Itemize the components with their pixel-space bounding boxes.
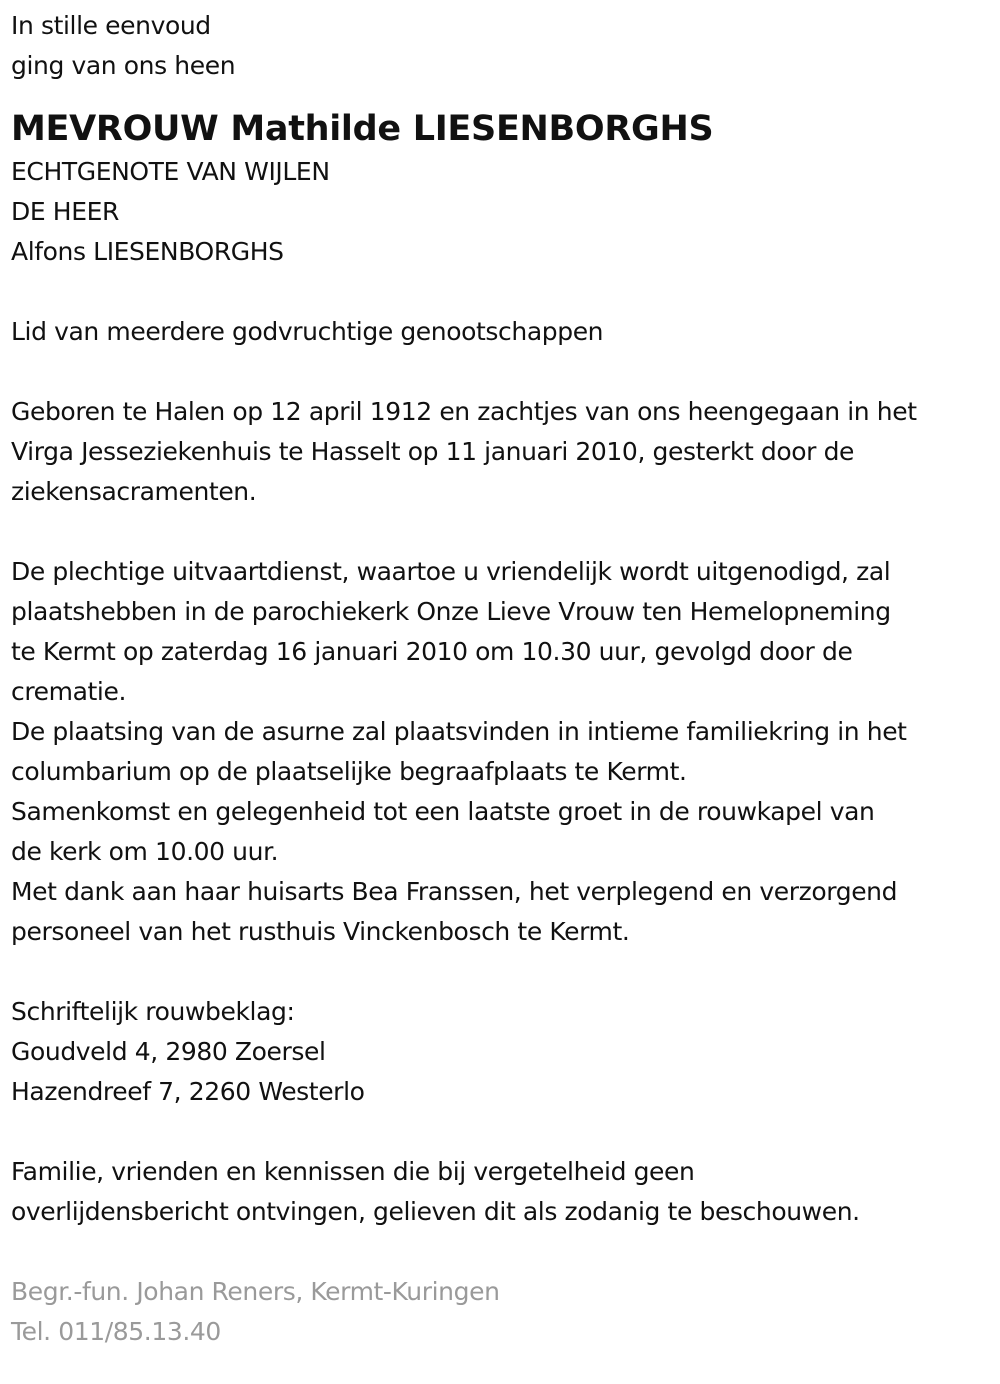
paragraph-line: Samenkomst en gelegenheid tot een laatste groet in de rouwkapel van [11,797,875,826]
paragraph-line: te Kermt op zaterdag 16 januari 2010 om 10.30 uur, gevolgd door de [11,637,853,666]
paragraph-line: personeel van het rusthuis Vinckenbosch te Kermt. [11,917,630,946]
condolences-address-2: Hazendreef 7, 2260 Westerlo [11,1077,365,1106]
birth-death-paragraph [11,392,993,512]
funeral-home-block [11,1272,993,1352]
spacer [11,1232,993,1272]
paragraph-line: crematie. [11,677,127,706]
paragraph-line: Virga Jesseziekenhuis te Hasselt op 11 januari 2010, gesterkt door de [11,437,855,466]
spacer [11,512,993,552]
spacer [11,952,993,992]
condolences-address-1: Goudveld 4, 2980 Zoersel [11,1037,326,1066]
spacer [11,272,993,312]
spouse-line-3: Alfons LIESENBORGHS [11,237,284,266]
paragraph-line: De plaatsing van de asurne zal plaatsvinden in intieme familiekring in het [11,717,907,746]
paragraph-line: columbarium op de plaatselijke begraafplaats te Kermt. [11,757,687,786]
paragraph-line: Met dank aan haar huisarts Bea Franssen, het verplegend en verzorgend [11,877,898,906]
obituary-document [11,6,993,1352]
spouse-line-1: ECHTGENOTE VAN WIJLEN [11,157,330,186]
paragraph-line: de kerk om 10.00 uur. [11,837,279,866]
spacer [11,1112,993,1152]
notice-paragraph [11,1152,993,1232]
paragraph-line: Familie, vrienden en kennissen die bij vergetelheid geen [11,1157,695,1186]
paragraph-line: De plechtige uitvaartdienst, waartoe u vriendelijk wordt uitgenodigd, zal [11,557,891,586]
paragraph-line: plaatshebben in de parochiekerk Onze Lieve Vrouw ten Hemelopneming [11,597,891,626]
paragraph-line: overlijdensbericht ontvingen, gelieven dit als zodanig te beschouwen. [11,1197,860,1226]
funeral-home-name: Begr.-fun. Johan Reners, Kermt-Kuringen [11,1277,500,1306]
condolences-block [11,992,993,1112]
condolences-heading: Schriftelijk rouwbeklag: [11,997,295,1026]
funeral-home-phone: Tel. 011/85.13.40 [11,1317,221,1346]
paragraph-line: ziekensacramenten. [11,477,257,506]
intro-line-1: In stille eenvoud [11,11,211,40]
service-paragraph [11,552,993,952]
membership-text: Lid van meerdere godvruchtige genootschappen [11,317,604,346]
intro-line-2: ging van ons heen [11,51,236,80]
spouse-line-2: DE HEER [11,197,119,226]
deceased-name: MEVROUW Mathilde LIESENBORGHS [11,109,714,149]
paragraph-line: Geboren te Halen op 12 april 1912 en zachtjes van ons heengegaan in het [11,397,917,426]
spacer [11,352,993,392]
